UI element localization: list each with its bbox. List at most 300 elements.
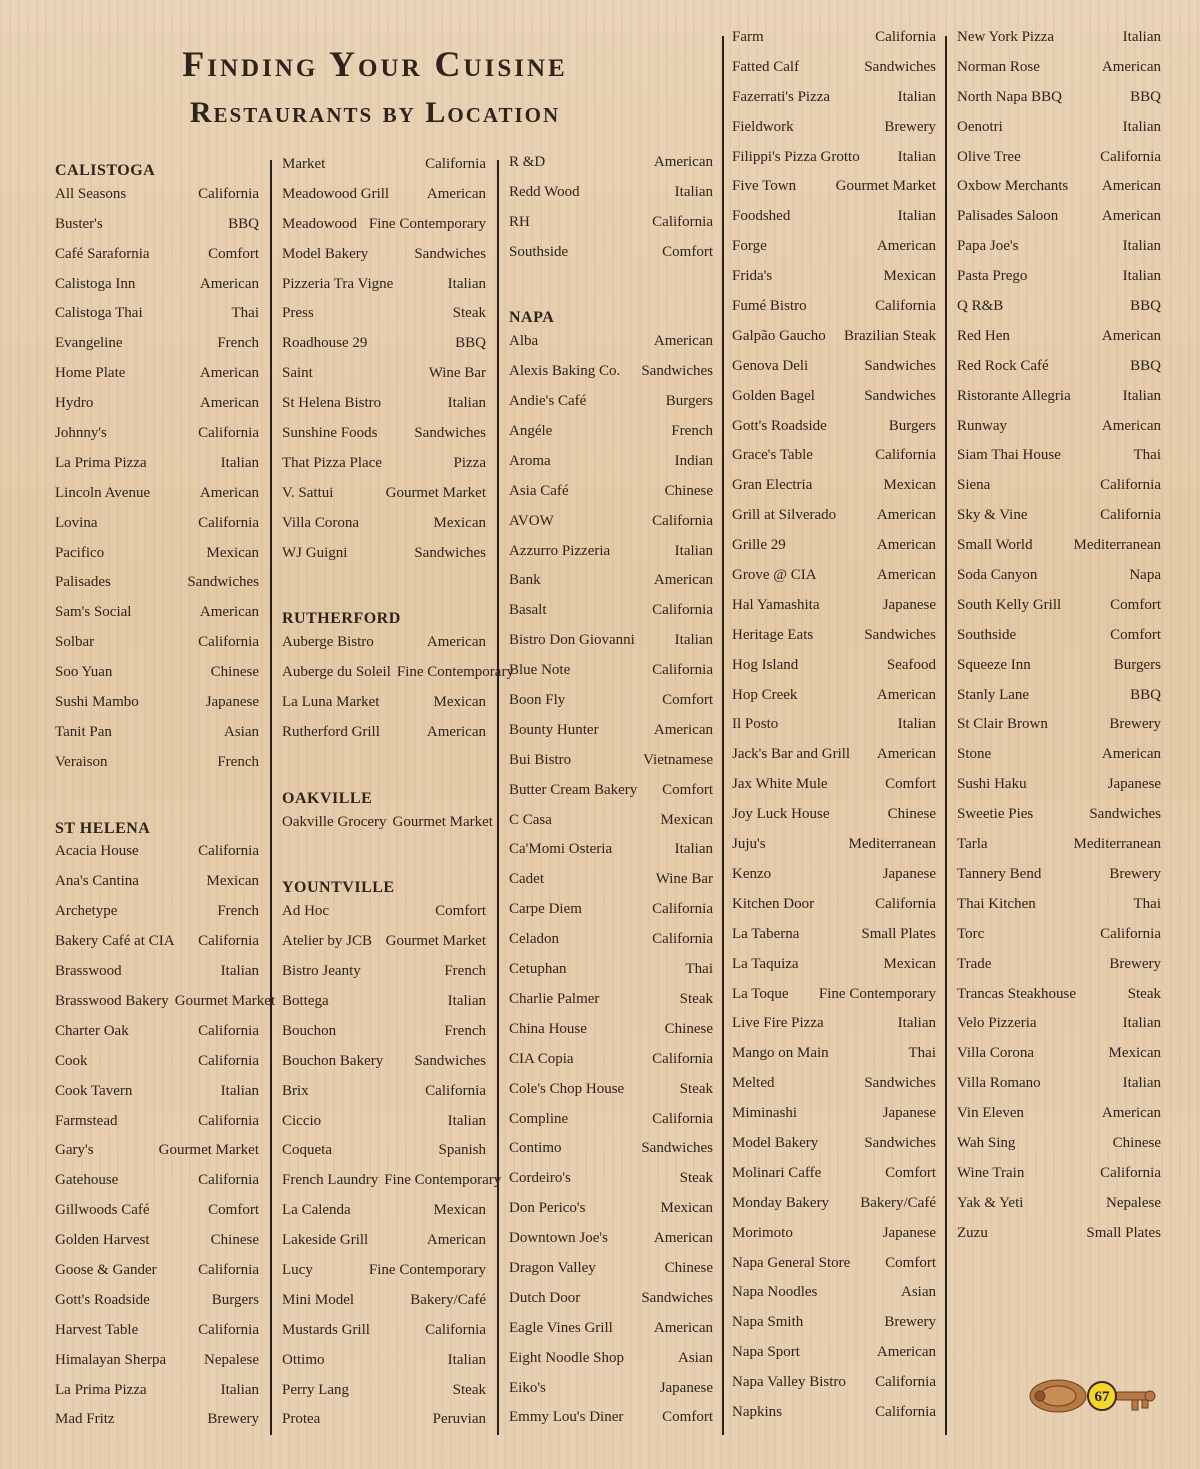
cuisine-type: Italian [897, 148, 936, 165]
cuisine-type: Japanese [882, 596, 936, 613]
cuisine-type: BBQ [228, 215, 259, 232]
restaurant-column-1 [55, 156, 276, 1441]
cuisine-type: Steak [679, 990, 713, 1007]
restaurant-name: Gott's Roadside [732, 417, 827, 434]
restaurant-entry [957, 89, 1161, 119]
restaurant-entry [55, 963, 259, 993]
cuisine-type: Gourmet Market [174, 992, 276, 1009]
cuisine-type: California [1100, 507, 1161, 524]
cuisine-type: California [875, 447, 936, 464]
restaurant-name: Q R&B [957, 298, 1004, 315]
cuisine-type: Italian [220, 1381, 259, 1398]
restaurant-entry [282, 694, 486, 724]
restaurant-name: Blue Note [509, 662, 571, 679]
cuisine-type: California [875, 1374, 936, 1391]
restaurant-entry [55, 395, 259, 425]
restaurant-entry [282, 485, 486, 515]
restaurant-column-2 [282, 156, 514, 1441]
restaurant-entry [509, 961, 713, 991]
restaurant-name: Stanly Lane [957, 686, 1030, 703]
restaurant-entry [732, 836, 936, 866]
cuisine-type: Fine Contemporary [818, 985, 936, 1002]
cuisine-type: Comfort [208, 245, 259, 262]
restaurant-entry [509, 991, 713, 1021]
restaurant-entry [55, 365, 259, 395]
restaurant-name: Ad Hoc [282, 903, 330, 920]
cuisine-type: Sandwiches [414, 245, 486, 262]
cuisine-type: Italian [447, 395, 486, 412]
restaurant-entry [55, 335, 259, 365]
restaurant-name: Press [282, 305, 314, 322]
restaurant-name: Wine Train [957, 1164, 1025, 1181]
restaurant-name: Ristorante Allegria [957, 387, 1071, 404]
cuisine-type: American [1101, 208, 1161, 225]
restaurant-name: Siena [957, 477, 991, 494]
restaurant-entry [732, 926, 936, 956]
restaurant-entry [282, 1262, 486, 1292]
cuisine-type: Comfort [1110, 596, 1161, 613]
restaurant-entry [732, 507, 936, 537]
cuisine-type: American [876, 238, 936, 255]
restaurant-name: Eight Noodle Shop [509, 1349, 624, 1366]
restaurant-name: Eagle Vines Grill [509, 1319, 613, 1336]
restaurant-entry [55, 1142, 259, 1172]
cuisine-type: Italian [1122, 268, 1161, 285]
cuisine-type: Chinese [664, 1020, 713, 1037]
restaurant-entry [509, 423, 713, 453]
restaurant-entry [55, 1382, 259, 1412]
cuisine-type: Asian [901, 1284, 936, 1301]
cuisine-type: Comfort [662, 243, 713, 260]
restaurant-name: Papa Joe's [957, 238, 1019, 255]
cuisine-type: American [653, 572, 713, 589]
restaurant-name: Trancas Steakhouse [957, 985, 1077, 1002]
restaurant-name: Villa Corona [957, 1045, 1034, 1062]
restaurant-entry [732, 1404, 936, 1434]
restaurant-entry [732, 477, 936, 507]
restaurant-entry [282, 545, 486, 575]
cuisine-type: Bakery/Café [410, 1291, 486, 1308]
cuisine-type: Thai [908, 1045, 936, 1062]
restaurant-entry [55, 574, 259, 604]
restaurant-name: Golden Bagel [732, 387, 815, 404]
restaurant-name: Himalayan Sherpa [55, 1351, 167, 1368]
cuisine-type: Italian [897, 1015, 936, 1032]
restaurant-entry [282, 1053, 486, 1083]
cuisine-type: California [198, 1321, 259, 1338]
cuisine-type: Asian [678, 1349, 713, 1366]
cuisine-type: Sandwiches [641, 1289, 713, 1306]
restaurant-name: Mango on Main [732, 1045, 829, 1062]
cuisine-type: California [652, 213, 713, 230]
cuisine-type: Thai [231, 305, 259, 322]
cuisine-type: Asian [224, 723, 259, 740]
page-subtitle: Restaurants by Location [189, 96, 561, 129]
cuisine-type: Mexican [1108, 1045, 1161, 1062]
restaurant-name: Evangeline [55, 335, 123, 352]
restaurant-entry [55, 216, 259, 246]
cuisine-type: American [199, 395, 259, 412]
restaurant-name: Siam Thai House [957, 447, 1061, 464]
restaurant-name: Pasta Prego [957, 268, 1028, 285]
restaurant-name: Cadet [509, 871, 544, 888]
cuisine-type: Fine Contemporary [368, 1261, 486, 1278]
cuisine-type: California [198, 1022, 259, 1039]
restaurant-column-4 [732, 29, 936, 1434]
restaurant-name: Mini Model [282, 1291, 355, 1308]
cuisine-type: Steak [452, 305, 486, 322]
restaurant-name: Morimoto [732, 1224, 793, 1241]
cuisine-type: Thai [685, 961, 713, 978]
restaurant-name: CIA Copia [509, 1050, 574, 1067]
cuisine-type: Nepalese [204, 1351, 259, 1368]
restaurant-entry [55, 305, 259, 335]
restaurant-name: Saint [282, 365, 313, 382]
cuisine-type: California [652, 931, 713, 948]
restaurant-name: Fazerrati's Pizza [732, 88, 831, 105]
restaurant-entry [957, 776, 1161, 806]
restaurant-entry [957, 1165, 1161, 1195]
restaurant-entry [55, 1023, 259, 1053]
restaurant-entry [732, 388, 936, 418]
key-icon [1020, 1374, 1160, 1418]
cuisine-type: Japanese [659, 1379, 713, 1396]
restaurant-name: Ca'Momi Osteria [509, 841, 613, 858]
cuisine-type: California [1100, 477, 1161, 494]
restaurant-name: Sushi Mambo [55, 694, 139, 711]
restaurant-entry [732, 418, 936, 448]
cuisine-type: American [199, 484, 259, 501]
restaurant-entry [509, 244, 713, 274]
restaurant-name: Compline [509, 1110, 569, 1127]
restaurant-name: Acacia House [55, 843, 139, 860]
cuisine-type: Sandwiches [187, 574, 259, 591]
cuisine-type: California [198, 843, 259, 860]
restaurant-name: Fieldwork [732, 118, 794, 135]
restaurant-entry [732, 866, 936, 896]
cuisine-type: Seafood [886, 656, 936, 673]
restaurant-entry [509, 154, 713, 184]
cuisine-type: American [876, 686, 936, 703]
cuisine-type: California [198, 1052, 259, 1069]
restaurant-entry [509, 722, 713, 752]
restaurant-name: Ana's Cantina [55, 873, 139, 890]
restaurant-entry [509, 1140, 713, 1170]
cuisine-type: Fine Contemporary [396, 664, 514, 681]
cuisine-type: American [1101, 58, 1161, 75]
restaurant-entry [282, 1411, 486, 1441]
restaurant-name: Sunshine Foods [282, 425, 378, 442]
restaurant-entry [957, 178, 1161, 208]
cuisine-type: California [1100, 148, 1161, 165]
cuisine-type: California [652, 602, 713, 619]
restaurant-entry [732, 1225, 936, 1255]
cuisine-type: Sandwiches [414, 425, 486, 442]
restaurant-name: Angéle [509, 423, 553, 440]
restaurant-name: Filippi's Pizza Grotto [732, 148, 860, 165]
restaurant-name: Pizzeria Tra Vigne [282, 275, 394, 292]
restaurant-entry [957, 418, 1161, 448]
restaurant-name: Napa Sport [732, 1344, 800, 1361]
restaurant-entry [55, 694, 259, 724]
restaurant-name: Oxbow Merchants [957, 178, 1069, 195]
cuisine-type: Napa [1129, 567, 1161, 584]
cuisine-type: Japanese [1107, 776, 1161, 793]
cuisine-type: American [426, 1232, 486, 1249]
restaurant-entry [509, 752, 713, 782]
restaurant-name: Rutherford Grill [282, 723, 380, 740]
restaurant-entry [957, 298, 1161, 328]
restaurant-name: Celadon [509, 931, 559, 948]
restaurant-name: Live Fire Pizza [732, 1015, 824, 1032]
cuisine-type: Peruvian [432, 1411, 486, 1428]
cuisine-type: American [1101, 327, 1161, 344]
cuisine-type: California [875, 298, 936, 315]
cuisine-type: Bakery/Café [860, 1194, 936, 1211]
restaurant-entry [732, 716, 936, 746]
restaurant-entry [55, 634, 259, 664]
restaurant-entry [509, 1021, 713, 1051]
restaurant-entry [509, 184, 713, 214]
restaurant-name: Galpão Gaucho [732, 327, 826, 344]
restaurant-name: Eiko's [509, 1379, 546, 1396]
restaurant-entry [957, 1075, 1161, 1105]
page-title: Finding Your Cuisine [182, 44, 568, 84]
cuisine-type: California [425, 1082, 486, 1099]
restaurant-name: Perry Lang [282, 1381, 350, 1398]
cuisine-type: California [198, 1112, 259, 1129]
restaurant-column-3 [509, 154, 713, 1439]
cuisine-type: Comfort [885, 1164, 936, 1181]
restaurant-entry [509, 1230, 713, 1260]
restaurant-entry [509, 1260, 713, 1290]
cuisine-type: American [1101, 178, 1161, 195]
cuisine-type: Sandwiches [641, 1140, 713, 1157]
restaurant-entry [55, 873, 259, 903]
restaurant-entry [509, 1380, 713, 1410]
restaurant-name: Norman Rose [957, 58, 1040, 75]
restaurant-entry [55, 664, 259, 694]
restaurant-entry [509, 363, 713, 393]
restaurant-name: Kitchen Door [732, 895, 815, 912]
spacer [55, 784, 259, 814]
restaurant-name: Veraison [55, 753, 108, 770]
cuisine-type: American [1101, 746, 1161, 763]
cuisine-type: American [653, 1230, 713, 1247]
restaurant-column-5 [957, 29, 1161, 1255]
cuisine-type: Italian [1122, 238, 1161, 255]
restaurant-entry [732, 657, 936, 687]
restaurant-entry [55, 425, 259, 455]
cuisine-type: Gourmet Market [158, 1142, 259, 1159]
restaurant-entry [732, 1165, 936, 1195]
title-block [40, 40, 710, 136]
restaurant-entry [509, 393, 713, 423]
cuisine-type: Italian [1122, 29, 1161, 45]
restaurant-name: AVOW [509, 512, 554, 529]
restaurant-name: R &D [509, 154, 546, 170]
restaurant-name: Aroma [509, 452, 551, 469]
cuisine-type: American [876, 567, 936, 584]
cuisine-type: Sandwiches [864, 1075, 936, 1092]
restaurant-entry [957, 537, 1161, 567]
restaurant-entry [957, 866, 1161, 896]
restaurant-name: French Laundry [282, 1172, 379, 1189]
restaurant-entry [957, 627, 1161, 657]
restaurant-name: Market [282, 156, 326, 172]
restaurant-name: La Toque [732, 985, 789, 1002]
restaurant-entry [957, 507, 1161, 537]
cuisine-type: Mexican [883, 477, 936, 494]
restaurant-name: Bouchon Bakery [282, 1052, 384, 1069]
restaurant-entry [509, 1290, 713, 1320]
restaurant-name: Gatehouse [55, 1172, 119, 1189]
restaurant-name: Yak & Yeti [957, 1194, 1024, 1211]
cuisine-type: Italian [1122, 387, 1161, 404]
restaurant-entry [957, 328, 1161, 358]
restaurant-entry [732, 1255, 936, 1285]
restaurant-name: Meadowood Grill [282, 185, 390, 202]
restaurant-entry [509, 483, 713, 513]
restaurant-name: Runway [957, 417, 1007, 434]
restaurant-entry [732, 119, 936, 149]
restaurant-name: Ottimo [282, 1351, 325, 1368]
restaurant-name: Mad Fritz [55, 1411, 115, 1428]
restaurant-entry [957, 268, 1161, 298]
cuisine-type: Steak [452, 1381, 486, 1398]
cuisine-type: Sandwiches [864, 626, 936, 643]
cuisine-type: American [876, 537, 936, 554]
restaurant-entry [55, 485, 259, 515]
cuisine-type: Brewery [884, 1314, 936, 1331]
restaurant-name: Wah Sing [957, 1134, 1016, 1151]
restaurant-entry [282, 1292, 486, 1322]
restaurant-name: Dutch Door [509, 1289, 581, 1306]
restaurant-entry [55, 1262, 259, 1292]
cuisine-type: Thai [1133, 447, 1161, 464]
restaurant-name: Grille 29 [732, 537, 786, 554]
cuisine-type: Italian [674, 632, 713, 649]
restaurant-name: Solbar [55, 634, 95, 651]
cuisine-type: California [652, 512, 713, 529]
restaurant-name: Carpe Diem [509, 901, 582, 918]
restaurant-name: Palisades Saloon [957, 208, 1059, 225]
restaurant-entry [282, 425, 486, 455]
restaurant-entry [957, 1225, 1161, 1255]
cuisine-type: California [198, 185, 259, 202]
location-heading: NAPA [509, 309, 555, 327]
restaurant-name: Miminashi [732, 1105, 798, 1122]
cuisine-type: Italian [447, 275, 486, 292]
cuisine-type: Mexican [660, 811, 713, 828]
cuisine-type: Brewery [1109, 716, 1161, 733]
restaurant-name: Auberge du Soleil [282, 664, 391, 681]
restaurant-name: Tannery Bend [957, 865, 1042, 882]
restaurant-name: Jax White Mule [732, 776, 828, 793]
cuisine-type: BBQ [1130, 686, 1161, 703]
restaurant-name: WJ Guigni [282, 544, 348, 561]
cuisine-type: French [217, 903, 259, 920]
restaurant-name: That Pizza Place [282, 454, 382, 471]
restaurant-entry [282, 664, 514, 694]
restaurant-name: Red Hen [957, 327, 1010, 344]
restaurant-entry [55, 1202, 259, 1232]
restaurant-name: Juju's [732, 836, 766, 853]
restaurant-entry [957, 687, 1161, 717]
restaurant-entry [957, 896, 1161, 926]
restaurant-entry [509, 632, 713, 662]
restaurant-entry [957, 986, 1161, 1016]
restaurant-entry [509, 931, 713, 961]
restaurant-name: Coqueta [282, 1142, 332, 1159]
cuisine-type: Fine Contemporary [368, 215, 486, 232]
restaurant-entry [732, 1045, 936, 1075]
restaurant-entry [282, 1322, 486, 1352]
restaurant-entry [282, 335, 486, 365]
cuisine-type: Wine Bar [428, 365, 486, 382]
restaurant-entry [509, 1051, 713, 1081]
restaurant-entry [957, 119, 1161, 149]
restaurant-name: Hydro [55, 395, 94, 412]
restaurant-name: Bui Bistro [509, 751, 572, 768]
cuisine-type: Italian [220, 454, 259, 471]
restaurant-entry [55, 1113, 259, 1143]
restaurant-name: Mustards Grill [282, 1321, 370, 1338]
restaurant-name: Olive Tree [957, 148, 1021, 165]
restaurant-entry [957, 1045, 1161, 1075]
cuisine-type: American [426, 634, 486, 651]
restaurant-entry [732, 1344, 936, 1374]
cuisine-type: Gourmet Market [385, 933, 486, 950]
cuisine-type: Sandwiches [864, 58, 936, 75]
cuisine-type: Italian [447, 1351, 486, 1368]
restaurant-name: Jack's Bar and Grill [732, 746, 851, 763]
restaurant-name: Don Perico's [509, 1200, 586, 1217]
restaurant-entry [732, 358, 936, 388]
restaurant-name: North Napa BBQ [957, 88, 1062, 105]
restaurant-name: Gary's [55, 1142, 94, 1159]
restaurant-entry [282, 1142, 486, 1172]
restaurant-name: C Casa [509, 811, 552, 828]
cuisine-type: Spanish [438, 1142, 486, 1159]
restaurant-entry [282, 276, 486, 306]
cuisine-type: Mexican [883, 268, 936, 285]
restaurant-entry [732, 567, 936, 597]
cuisine-type: BBQ [455, 335, 486, 352]
restaurant-name: Lakeside Grill [282, 1232, 369, 1249]
restaurant-entry [509, 692, 713, 722]
restaurant-entry [509, 1320, 713, 1350]
page-number: 67 [1094, 1389, 1110, 1405]
cuisine-type: Sandwiches [414, 1052, 486, 1069]
restaurant-name: Lovina [55, 514, 98, 531]
location-heading: RUTHERFORD [282, 610, 401, 628]
restaurant-name: Contimo [509, 1140, 562, 1157]
restaurant-entry [282, 1352, 486, 1382]
restaurant-entry [55, 1411, 259, 1441]
restaurant-entry [282, 1023, 486, 1053]
restaurant-entry [957, 447, 1161, 477]
restaurant-entry [957, 59, 1161, 89]
location-heading: ST HELENA [55, 819, 151, 837]
cuisine-type: Sandwiches [864, 1134, 936, 1151]
restaurant-entry [282, 1083, 486, 1113]
cuisine-type: Gourmet Market [392, 813, 493, 830]
restaurant-name: Hop Creek [732, 686, 798, 703]
column-divider [270, 160, 272, 1435]
restaurant-name: New York Pizza [957, 29, 1055, 45]
restaurant-entry [732, 298, 936, 328]
